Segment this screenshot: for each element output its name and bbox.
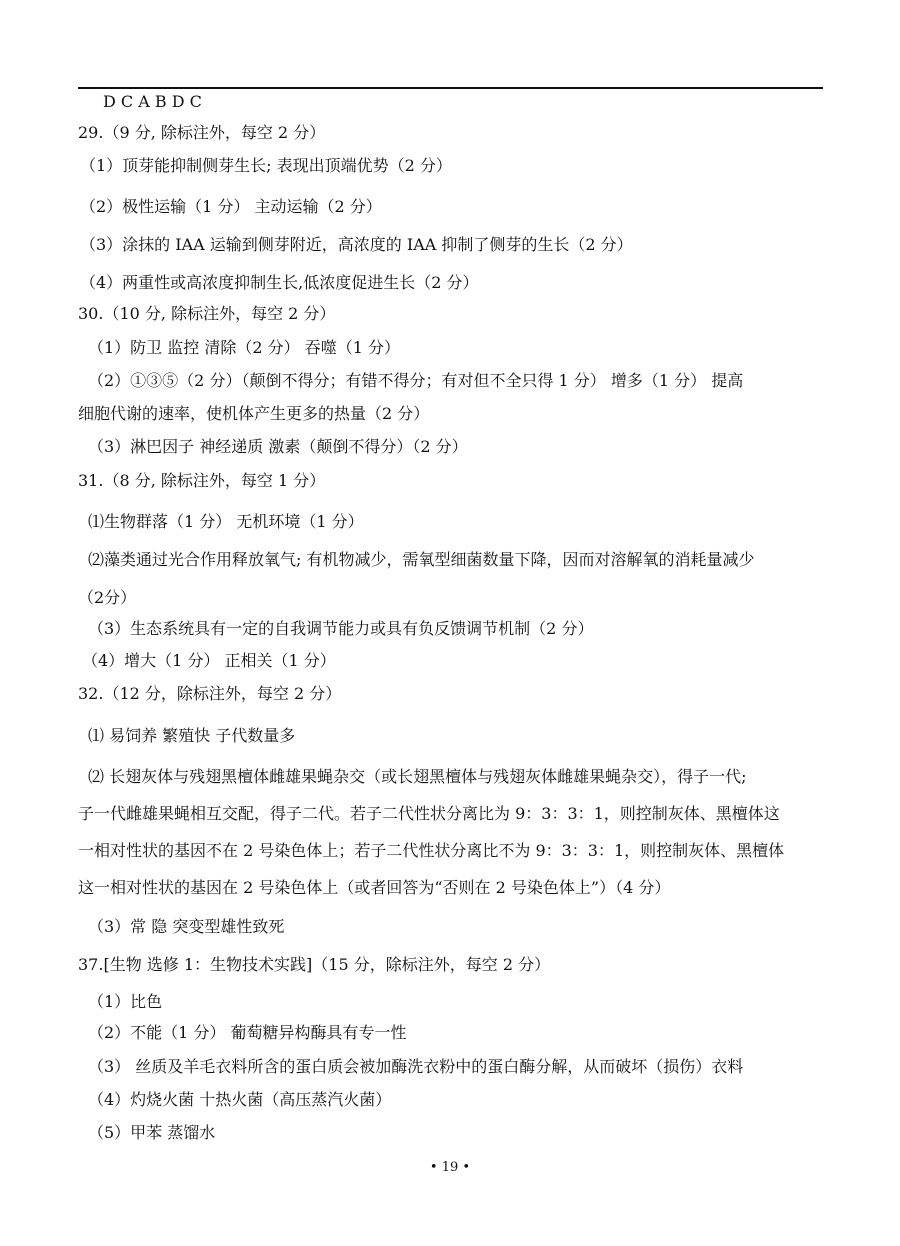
answer-line: （3） 丝质及羊毛衣料所含的蛋白质会被加酶洗衣粉中的蛋白酶分解，从而破坏（损伤）衣料 xyxy=(88,1057,744,1076)
answer-line: 这一相对性状的基因在 2 号染色体上（或者回答为“否则在 2 号染色体上”）（4 分） xyxy=(78,878,671,897)
answer-line: （2）极性运输（1 分） 主动运输（2 分） xyxy=(80,197,382,216)
answer-line: （2）不能（1 分） 葡萄糖异构酶具有专一性 xyxy=(88,1023,407,1042)
answer-line: （1）顶芽能抑制侧芽生长; 表现出顶端优势（2 分） xyxy=(80,156,452,175)
answer-line: （4）两重性或高浓度抑制生长,低浓度促进生长（2 分） xyxy=(80,273,479,292)
answer-line: （1）比色 xyxy=(88,992,163,1011)
answer-line: ⑵藻类通过光合作用释放氧气; 有机物减少，需氧型细菌数量下降，因而对溶解氧的消耗量减少 xyxy=(88,550,755,569)
question-header: 31.（8 分, 除标注外，每空 1 分） xyxy=(78,471,326,490)
answer-line: （4）增大（1 分） 正相关（1 分） xyxy=(82,651,336,670)
answer-line: 细胞代谢的速率，使机体产生更多的热量（2 分） xyxy=(78,404,430,423)
top-rule xyxy=(78,87,823,89)
question-header: 32.（12 分，除标注外，每空 2 分） xyxy=(78,684,342,703)
answer-line: （3）淋巴因子 神经递质 激素（颠倒不得分）（2 分） xyxy=(88,437,468,456)
question-header: 30.（10 分, 除标注外，每空 2 分） xyxy=(78,304,336,323)
question-header: 29.（9 分, 除标注外，每空 2 分） xyxy=(78,123,326,142)
answer-line: （3）涂抹的 IAA 运输到侧芽附近，高浓度的 IAA 抑制了侧芽的生长（2 分） xyxy=(80,235,633,254)
answer-line: 子一代雌雄果蝇相互交配，得子二代。若子二代性状分离比为 9：3：3：1，则控制灰体、黑檀体这 xyxy=(78,804,780,823)
answer-line: D C A B D C xyxy=(103,92,202,111)
answer-line: ⑴ 易饲养 繁殖快 子代数量多 xyxy=(88,726,296,745)
answer-line: （1）防卫 监控 清除（2 分） 吞噬（1 分） xyxy=(88,338,400,357)
answer-line: （3）常 隐 突变型雄性致死 xyxy=(88,917,285,936)
answer-line: （4）灼烧火菌 十热火菌（高压蒸汽火菌） xyxy=(88,1090,392,1109)
question-header: 37.[生物 选修 1：生物技术实践]（15 分，除标注外，每空 2 分） xyxy=(78,955,551,974)
answer-line: 一相对性状的基因不在 2 号染色体上；若子二代性状分离比不为 9：3：3：1，则控制灰体、黑檀体 xyxy=(78,841,785,860)
answer-line: （2分） xyxy=(78,588,137,607)
answer-line: （3）生态系统具有一定的自我调节能力或具有负反馈调节机制（2 分） xyxy=(88,619,594,638)
answer-line: ⑵ 长翅灰体与残翅黑檀体雌雄果蝇杂交（或长翅黑檀体与残翅灰体雌雄果蝇杂交），得子一代; xyxy=(88,767,747,786)
answer-line: （2）①③⑤（2 分）（颠倒不得分；有错不得分；有对但不全只得 1 分） 增多（1 分） 提高 xyxy=(88,371,744,390)
answer-line: ⑴生物群落（1 分） 无机环境（1 分） xyxy=(88,512,364,531)
page-number: • 19 • xyxy=(429,1160,471,1175)
answer-line: （5）甲苯 蒸馏水 xyxy=(88,1123,216,1142)
